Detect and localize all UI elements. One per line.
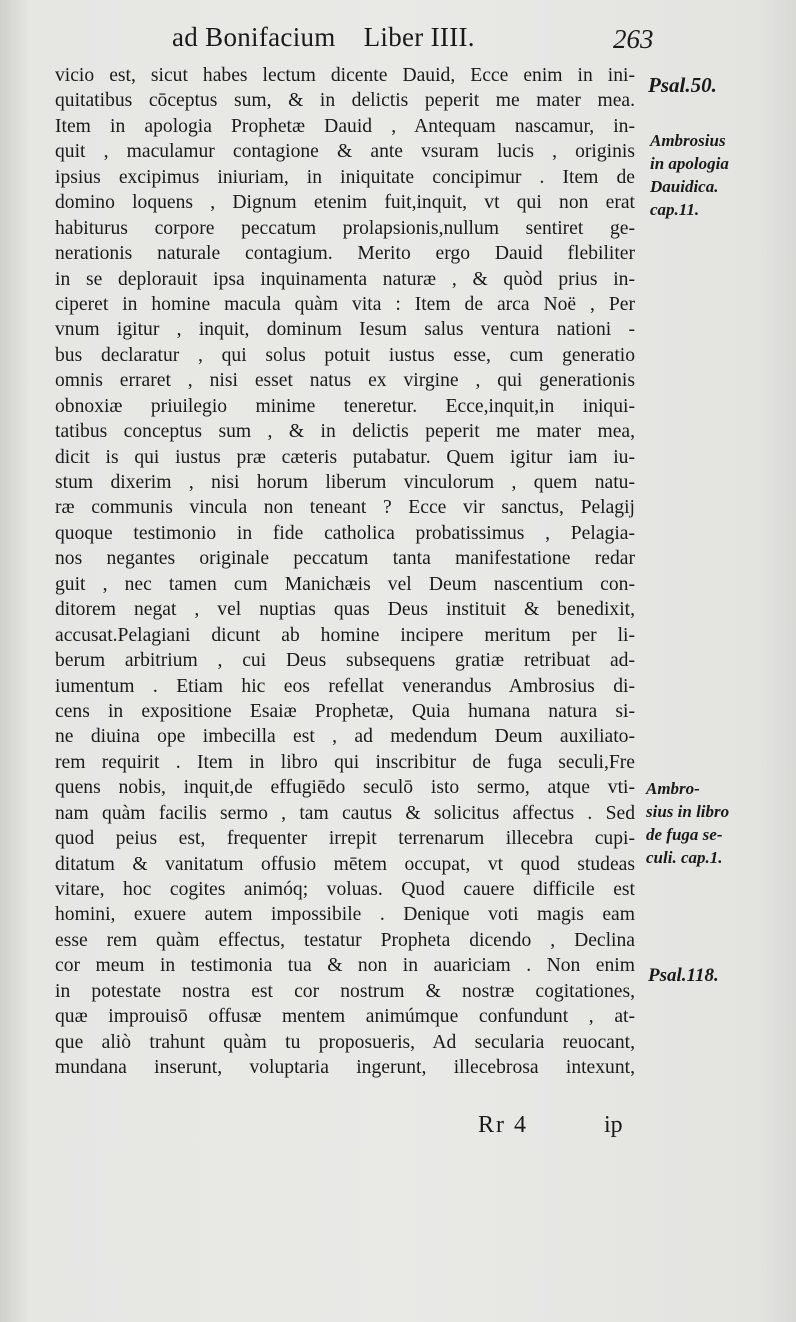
text-line: cor meum in testimonia tua & non in auariciam . Non enim bbox=[55, 955, 635, 977]
running-head bbox=[172, 22, 475, 53]
margin-note-ambrosius-apologia bbox=[650, 129, 729, 221]
text-line: rem requirit . Item in libro qui inscribitur de fuga seculi,Fre bbox=[55, 751, 635, 773]
margin-note-line: Ambro- bbox=[646, 779, 700, 798]
text-line: in potestate nostra est cor nostrum & nostræ cogitationes, bbox=[55, 980, 635, 1002]
text-line: bus declaratur , qui solus potuit iustus esse, cum generatio bbox=[55, 344, 635, 366]
text-line: vnum igitur , inquit, dominum Iesum salus ventura nationi - bbox=[55, 319, 635, 341]
text-line: quens nobis, inquit,de effugiēdo seculō isto sermo, atque vti- bbox=[55, 777, 635, 799]
running-title: ad Bonifacium bbox=[172, 22, 336, 52]
text-line: stum dixerim , nisi horum liberum vinculorum , quem natu- bbox=[55, 472, 635, 493]
text-line: vicio est, sicut habes lectum dicente Dauid, Ecce enim in ini- bbox=[55, 65, 635, 86]
margin-note-psal50: Psal.50. bbox=[648, 73, 717, 97]
text-line: vitare, hoc cogites animóq; voluas. Quod cauere difficile est bbox=[55, 879, 635, 900]
text-line: nam quàm facilis sermo , tam cautus & solicitus affectus . Sed bbox=[55, 802, 635, 824]
body-text bbox=[55, 63, 635, 1081]
text-line: obnoxiæ priuilegio minime teneretur. Ecce,inquit,in iniqui- bbox=[55, 395, 635, 417]
margin-note-line: de fuga se- bbox=[646, 825, 723, 844]
text-line: berum arbitrium , cui Deus subsequens gratiæ retribuat ad- bbox=[55, 650, 635, 672]
text-line: homini, exuere autem impossibile . Denique voti magis eam bbox=[55, 904, 635, 926]
text-line: quit , maculamur contagione & ante vsuram lucis , originis bbox=[55, 141, 635, 163]
text-line: nerationis naturale contagium. Merito ergo Dauid flebiliter bbox=[55, 243, 635, 265]
text-line: ditatum & vanitatum offusio mētem occupat, vt quod studeas bbox=[55, 853, 635, 875]
text-line: guit , nec tamen cum Manichæis vel Deum nascentium con- bbox=[55, 573, 635, 595]
margin-note-ambrosius-fuga bbox=[646, 777, 729, 869]
text-line: quæ improuisō offusæ mentem animúmque confundunt , at- bbox=[55, 1006, 635, 1028]
text-line: quoque testimonio in fide catholica probatissimus , Pelagia- bbox=[55, 522, 635, 544]
text-line: esse rem quàm effectus, testatur Propheta dicendo , Declina bbox=[55, 929, 635, 951]
text-line: habiturus corpore peccatum prolapsionis,nullum sentiret ge- bbox=[55, 217, 635, 239]
book-label: Liber IIII. bbox=[363, 22, 475, 52]
margin-note-line: Dauidica. bbox=[650, 177, 719, 196]
text-line: accusat.Pelagiani dicunt ab homine incipere meritum per li- bbox=[55, 624, 635, 646]
text-line: omnis erraret , nisi esset natus ex virgine , qui generationis bbox=[55, 370, 635, 392]
margin-note-line: Ambrosius bbox=[650, 131, 726, 150]
text-line: in se deplorauit ipsa inquinamenta naturæ , & quòd prius in- bbox=[55, 268, 635, 290]
margin-note-line: sius in libro bbox=[646, 802, 730, 821]
text-line: dicit is qui iustus præ cæteris putabatur. Quem igitur iam iu- bbox=[55, 446, 635, 468]
margin-note-line: cap.11. bbox=[650, 200, 700, 219]
text-line: mundana inserunt, voluptaria ingerunt, illecebrosa intexunt, bbox=[55, 1057, 635, 1079]
text-line: iumentum . Etiam hic eos refellat venerandus Ambrosius di- bbox=[55, 675, 635, 697]
catchword: ip bbox=[604, 1112, 623, 1138]
text-line: Item in apologia Prophetæ Dauid , Antequam nascamur, in- bbox=[55, 115, 635, 137]
page-number: 263 bbox=[613, 24, 654, 54]
text-line: que aliò trahunt quàm tu proposueris, Ad secularia reuocant, bbox=[55, 1031, 635, 1053]
text-line: nos negantes originale peccatum tanta manifestatione redar bbox=[55, 548, 635, 570]
text-line: quod peius est, frequenter irrepit terrenarum illecebra cupi- bbox=[55, 828, 635, 850]
text-line: ne diuina ope imbecilla est , ad medendum Deum auxiliato- bbox=[55, 726, 635, 748]
text-line: ditorem negat , vel nuptias quas Deus instituit & benedixit, bbox=[55, 599, 635, 621]
text-line: ipsius excipimus iniuriam, in iniquitate concipimur . Item de bbox=[55, 166, 635, 188]
text-line: ciperet in homine macula quàm vita : Item de arca Noë , Per bbox=[55, 293, 635, 315]
signature-mark: Rr 4 bbox=[478, 1112, 528, 1138]
margin-note-line: in apologia bbox=[650, 154, 729, 173]
text-line: quitatibus cōceptus sum, & in delictis peperit me mater mea. bbox=[55, 90, 635, 112]
margin-note-psal118: Psal.118. bbox=[648, 965, 719, 986]
margin-note-line: culi. cap.1. bbox=[646, 848, 723, 867]
text-line: domino loquens , Dignum etenim fuit,inquit, vt qui non erat bbox=[55, 192, 635, 214]
text-line: ræ communis vincula non teneant ? Ecce vir sanctus, Pelagij bbox=[55, 497, 635, 519]
text-line: cens in expositione Esaiæ Prophetæ, Quia humana natura si- bbox=[55, 700, 635, 722]
text-line: tatibus conceptus sum , & in delictis peperit me mater mea, bbox=[55, 421, 635, 443]
